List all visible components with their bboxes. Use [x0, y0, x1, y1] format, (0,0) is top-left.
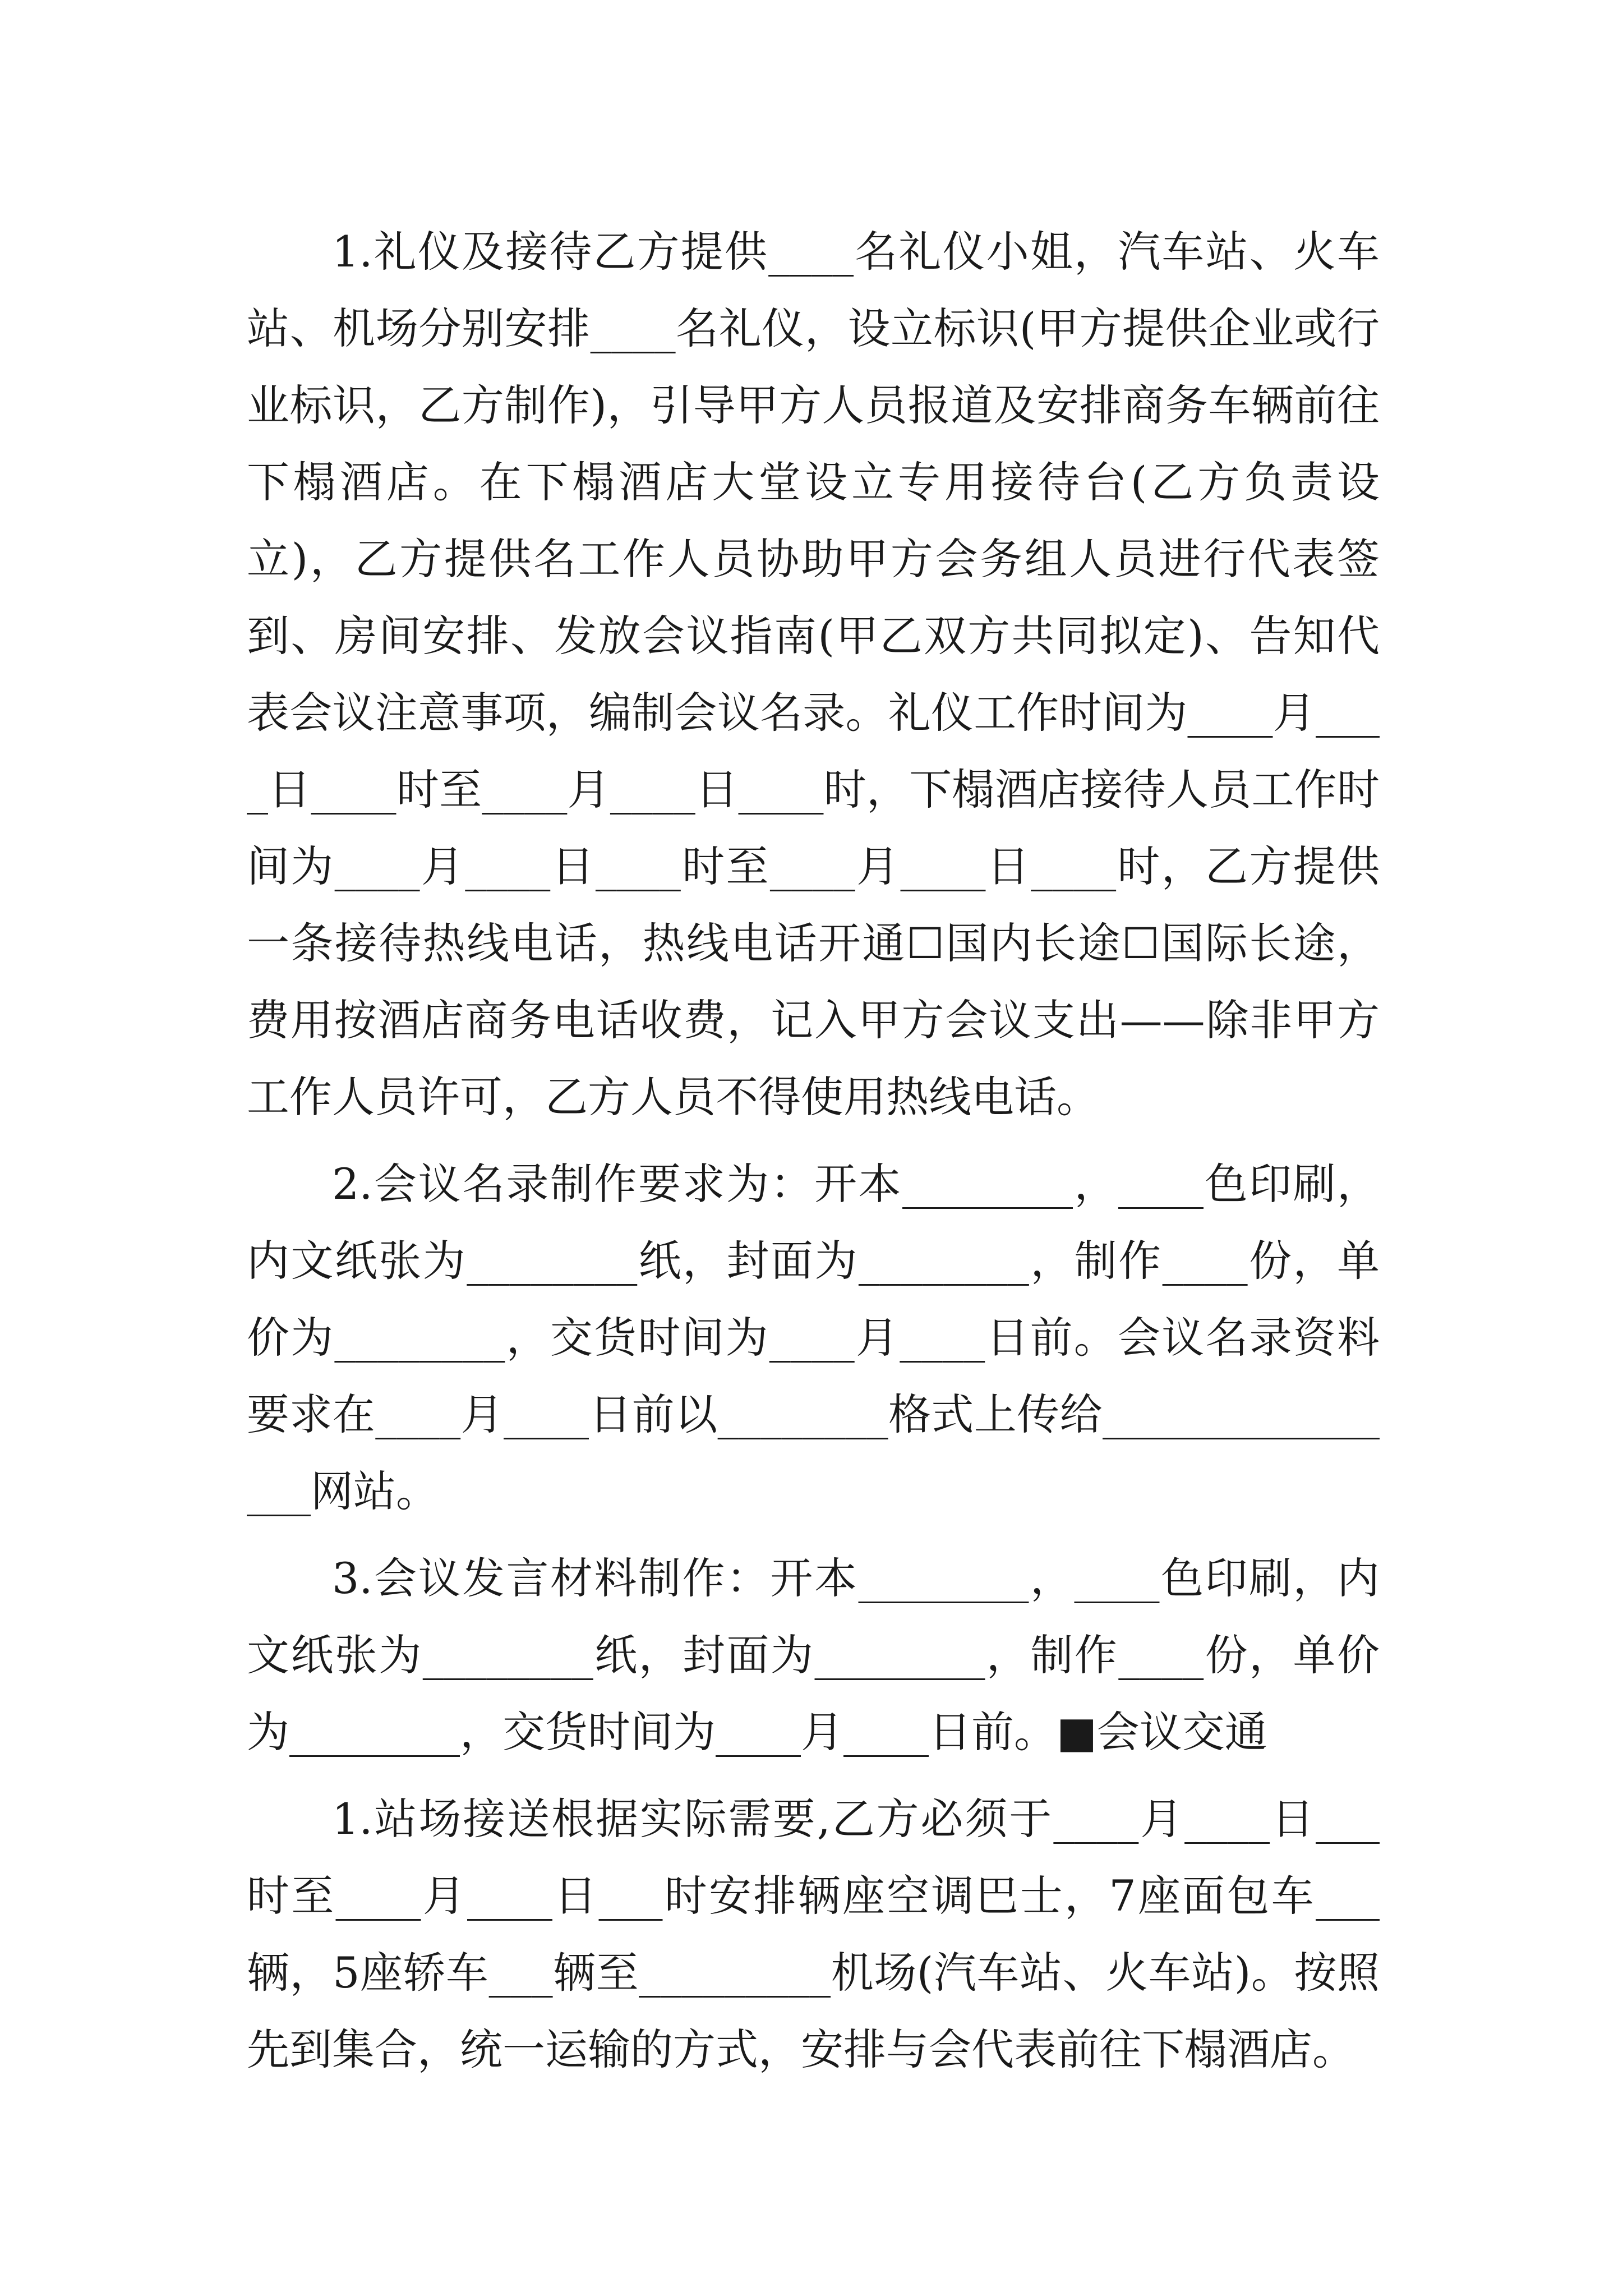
paragraph-directory: 2.会议名录制作要求为：开本________，____色印刷，内文纸张为________纸，封面为________，制作____份，单价为________，交货时间为____月____日前。会议名录资料要求在____月____日前以________格式上传给________________网站。	[247, 1159, 1380, 1516]
paragraph-transport: 1.站场接送根据实际需要,乙方必须于____月____日___时至____月____日___时安排辆座空调巴士，7座面包车___辆，5座轿车___辆至_________机场(汽车站、火车站)。按照先到集合，统一运输的方式，安排与会代表前往下榻酒店。	[247, 1794, 1380, 2074]
document-body	[247, 213, 1380, 2088]
paragraph-spacer	[247, 1770, 1380, 1780]
paragraph-reception: 1.礼仪及接待乙方提供____名礼仪小姐，汽车站、火车站、机场分别安排____名礼仪，设立标识(甲方提供企业或行业标识，乙方制作)，引导甲方人员报道及安排商务车辆前往下榻酒店。在下榻酒店大堂设立专用接待台(乙方负责设立)，乙方提供名工作人员协助甲方会务组人员进行代表签到、房间安排、发放会议指南(甲乙双方共同拟定)、告知代表会议注意事项，编制会议名录。礼仪工作时间为____月____日____时至____月____日____时，下榻酒店接待人员工作时间为____月____日____时至____月____日____时，乙方提供一条接待热线电话，热线电话开通☐国内长途☐国际长途，费用按酒店商务电话收费，记入甲方会议支出——除非甲方工作人员许可，乙方人员不得使用热线电话。	[247, 227, 1380, 1122]
paragraph-spacer	[247, 1530, 1380, 1540]
paragraph-spacer	[247, 1135, 1380, 1145]
paragraph-speech-materials: 3.会议发言材料制作：开本________，____色印刷，内文纸张为________纸，封面为________，制作____份，单价为________，交货时间为____月____日前。■会议交通	[247, 1553, 1380, 1757]
